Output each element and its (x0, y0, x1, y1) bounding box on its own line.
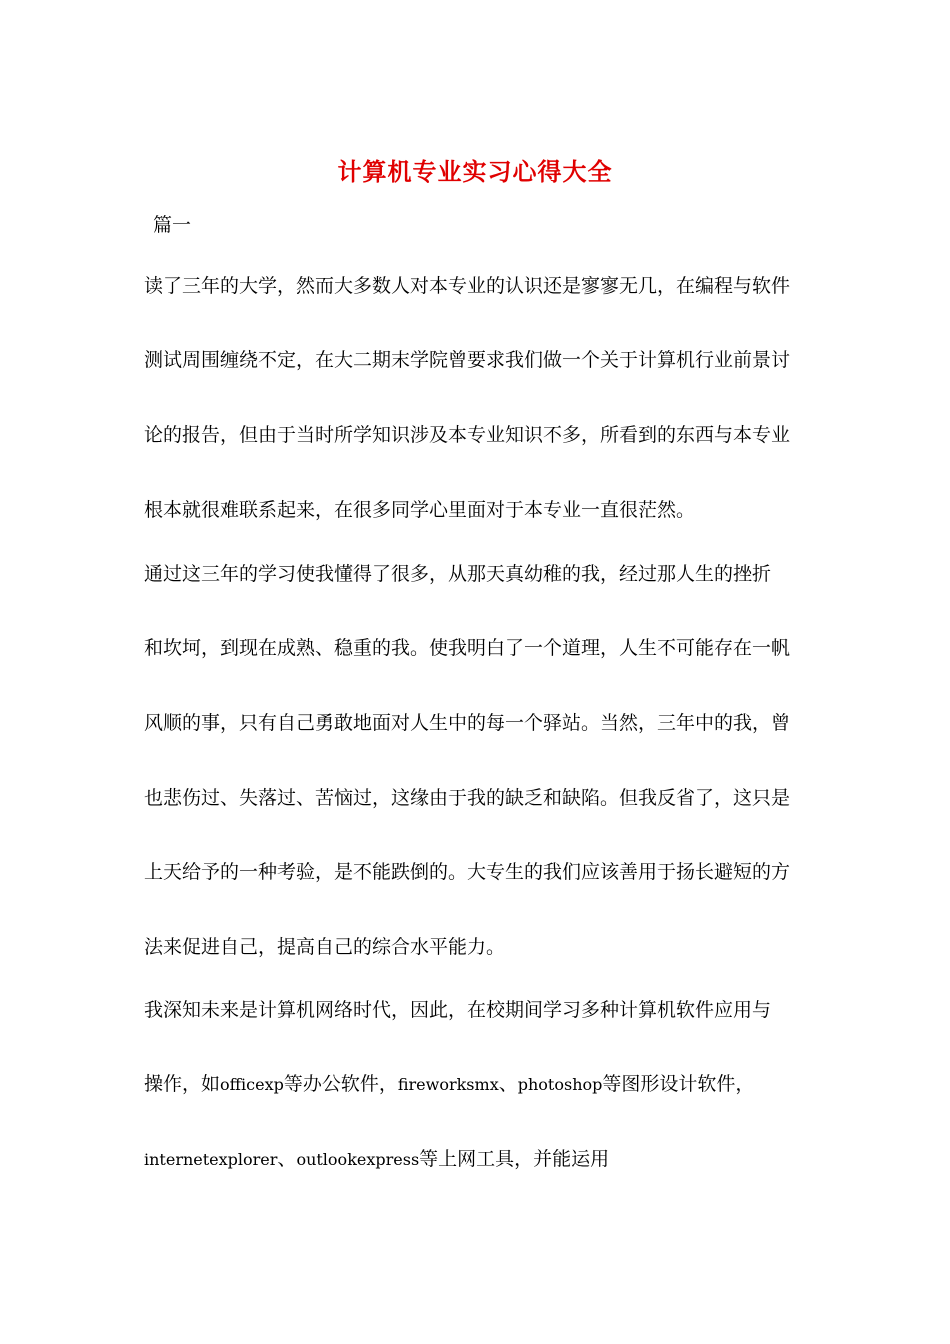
section-heading: 篇一 (153, 214, 192, 236)
software-name: internetexplorer (144, 1150, 278, 1169)
paragraph-line (144, 1145, 609, 1174)
line-text: 等办公软件， (283, 1073, 398, 1095)
paragraph-line: 论的报告，但由于当时所学知识涉及本专业知识不多，所看到的东西与本专业 (144, 424, 791, 446)
paragraph-line: 通过这三年的学习使我懂得了很多，从那天真幼稚的我，经过那人生的挫折 (144, 563, 772, 585)
line-text: 等图形设计软件， (602, 1073, 755, 1095)
line-text: 、 (277, 1148, 297, 1170)
line-text: 、 (498, 1073, 518, 1095)
paragraph-line: 也悲伤过、失落过、苦恼过，这缘由于我的缺乏和缺陷。但我反省了，这只是 (144, 787, 791, 809)
paragraph-line: 读了三年的大学，然而大多数人对本专业的认识还是寥寥无几，在编程与软件 (144, 275, 791, 297)
paragraph-line: 上天给予的一种考验，是不能跌倒的。大专生的我们应该善用于扬长避短的方 (144, 861, 791, 883)
document-title: 计算机专业实习心得大全 (337, 158, 613, 186)
line-text: 等上网工具，并能运用 (419, 1148, 610, 1170)
paragraph-line: 法来促进自己，提高自己的综合水平能力。 (144, 936, 506, 958)
paragraph-line: 我深知未来是计算机网络时代，因此，在校期间学习多种计算机软件应用与 (144, 999, 772, 1021)
paragraph-line: 根本就很难联系起来，在很多同学心里面对于本专业一直很茫然。 (144, 499, 696, 521)
software-name: outlookexpress (296, 1150, 420, 1169)
software-name: photoshop (517, 1075, 603, 1094)
paragraph-line: 和坎坷，到现在成熟、稳重的我。使我明白了一个道理，人生不可能存在一帆 (144, 637, 791, 659)
software-name: fireworksmx (397, 1075, 499, 1094)
paragraph-line: 风顺的事，只有自己勇敢地面对人生中的每一个驿站。当然，三年中的我，曾 (144, 712, 791, 734)
paragraph-line (144, 1070, 754, 1099)
line-text: 操作，如 (144, 1073, 221, 1095)
software-name: officexp (220, 1075, 284, 1094)
paragraph-line: 测试周围缠绕不定，在大二期末学院曾要求我们做一个关于计算机行业前景讨 (144, 349, 791, 371)
